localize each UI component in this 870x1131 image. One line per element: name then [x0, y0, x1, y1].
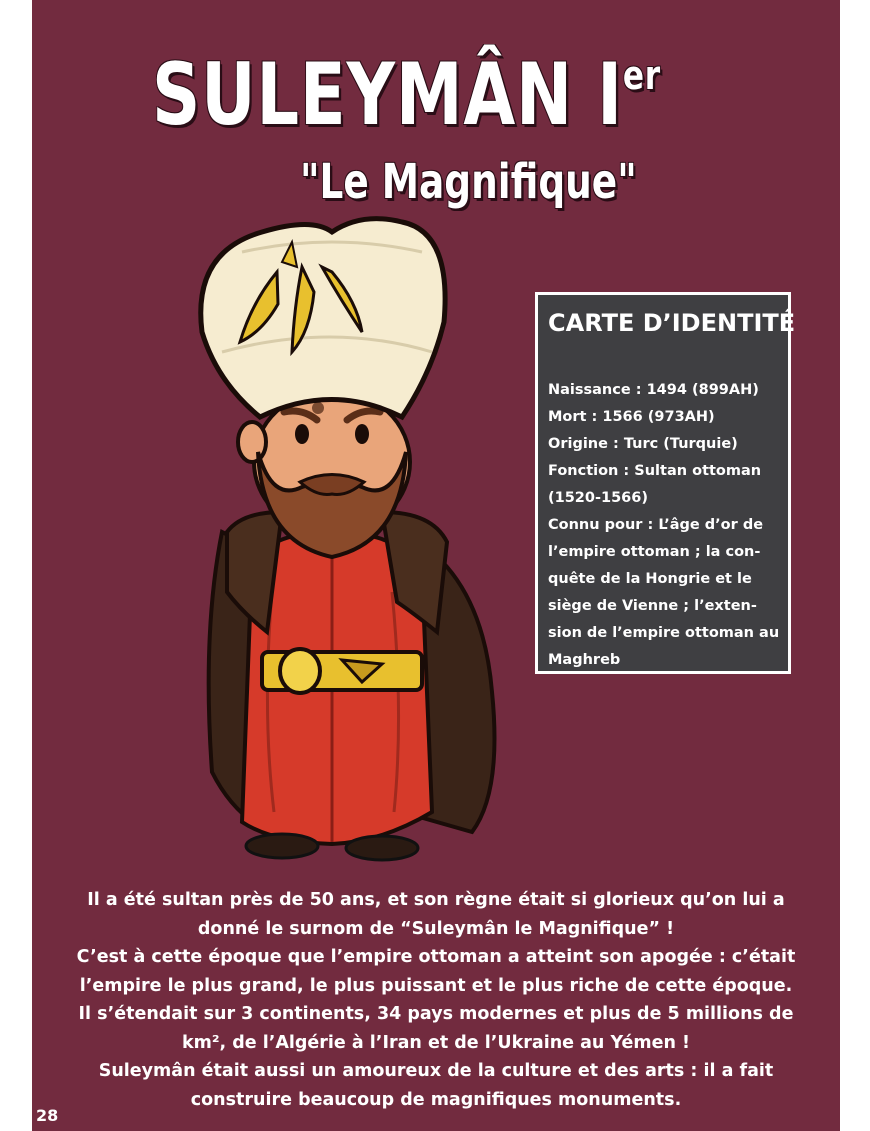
title-ordinal: er — [622, 53, 661, 99]
identity-card-title: CARTE D’IDENTITÉ — [548, 309, 796, 337]
body-line: construire beaucoup de magnifiques monuments. — [190, 1089, 682, 1110]
book-page — [32, 0, 840, 1131]
identity-known-for-line: l’empire ottoman ; la con- — [548, 544, 761, 560]
identity-birth: Naissance : 1494 (899AH) — [548, 382, 759, 398]
body-paragraph — [32, 886, 840, 1114]
body-line: l’empire le plus grand, le plus puissant et le plus riche de cette époque. — [79, 975, 793, 996]
identity-known-for-line: Connu pour : L’âge d’or de — [548, 517, 764, 533]
identity-function: Fonction : Sultan ottoman — [548, 463, 762, 479]
identity-card — [535, 292, 796, 674]
body-line: donné le surnom de “Suleymân le Magnifique” ! — [197, 918, 675, 939]
body-line: Il s’étendait sur 3 continents, 34 pays modernes et plus de 5 millions de — [78, 1004, 794, 1024]
body-line: C’est à cette époque que l’empire ottoman a atteint son apogée : c’était — [76, 947, 796, 967]
page-subtitle: "Le Magnifique" — [300, 154, 637, 210]
body-line: Suleymân était aussi un amoureux de la culture et des arts : il a fait — [98, 1061, 774, 1081]
identity-death: Mort : 1566 (973AH) — [548, 409, 715, 425]
identity-known-for-line: siège de Vienne ; l’exten- — [548, 598, 757, 614]
identity-origin: Origine : Turc (Turquie) — [548, 436, 738, 452]
sultan-illustration — [182, 212, 512, 872]
body-line: km², de l’Algérie à l’Iran et de l’Ukraine au Yémen ! — [181, 1032, 691, 1053]
title-name: SULEYMÂN I — [152, 45, 623, 145]
identity-known-for-line: Maghreb — [548, 652, 621, 668]
identity-function-dates: (1520-1566) — [548, 490, 648, 506]
page-number: 28 — [36, 1106, 59, 1125]
body-line: Il a été sultan près de 50 ans, et son règne était si glorieux qu’on lui a — [87, 890, 785, 910]
page-title — [152, 45, 661, 145]
identity-known-for-line: sion de l’empire ottoman au — [548, 625, 780, 641]
identity-known-for-line: quête de la Hongrie et le — [548, 571, 752, 587]
